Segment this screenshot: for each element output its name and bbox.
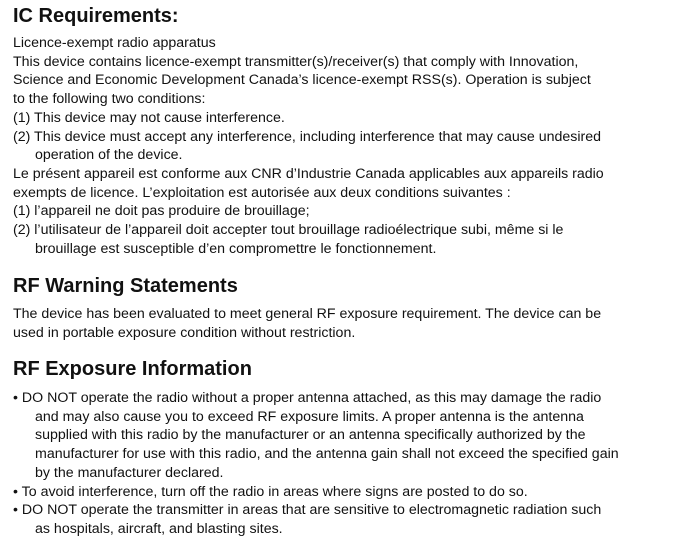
ic-line-fr: Le présent appareil est conforme aux CNR d’Industrie Canada applicables aux appareils radio [13, 165, 604, 182]
ic-requirements-body [13, 34, 604, 258]
ic-condition-2: (2) This device must accept any interference, including interference that may cause undesired [13, 128, 602, 145]
rf-exposure-bullet-3-cont: as hospitals, aircraft, and blasting sites. [35, 520, 283, 537]
rf-exposure-bullet-3: • DO NOT operate the transmitter in areas that are sensitive to electromagnetic radiation such [13, 502, 602, 519]
ic-requirements-heading: IC Requirements: [13, 5, 179, 27]
rf-warning-line: used in portable exposure condition without restriction. [13, 324, 356, 341]
rf-exposure-body [13, 389, 619, 539]
rf-warning-heading: RF Warning Statements [13, 275, 238, 297]
rf-exposure-bullet-1-cont: by the manufacturer declared. [35, 464, 224, 481]
ic-line: This device contains licence-exempt transmitter(s)/receiver(s) that comply with Innovation, [13, 53, 579, 70]
ic-line: to the following two conditions: [13, 91, 206, 108]
ic-condition-fr-2-cont: brouillage est susceptible d’en compromettre le fonctionnement. [35, 240, 437, 257]
rf-exposure-bullet-1-cont: supplied with this radio by the manufacturer or an antenna specifically authorized by the [35, 427, 586, 444]
rf-exposure-bullet-2: • To avoid interference, turn off the radio in areas where signs are posted to do so. [13, 483, 528, 500]
rf-exposure-bullet-1-cont: and may also cause you to exceed RF exposure limits. A proper antenna is the antenna [35, 408, 584, 425]
rf-exposure-bullet-1: • DO NOT operate the radio without a proper antenna attached, as this may damage the radio [13, 390, 602, 406]
rf-exposure-heading: RF Exposure Information [13, 358, 252, 380]
ic-line: Licence-exempt radio apparatus [13, 35, 216, 51]
rf-exposure-bullet-1-cont: manufacturer for use with this radio, and the antenna gain shall not exceed the specified gain [35, 446, 619, 463]
rf-warning-line: The device has been evaluated to meet general RF exposure requirement. The device can be [13, 306, 602, 322]
rf-warning-body [13, 305, 601, 342]
ic-line-fr: exempts de licence. L’exploitation est autorisée aux deux conditions suivantes : [13, 184, 511, 201]
ic-line: Science and Economic Development Canada’s licence-exempt RSS(s). Operation is subject [13, 72, 591, 89]
ic-condition-1: (1) This device may not cause interference. [13, 109, 285, 126]
ic-condition-fr-2: (2) l’utilisateur de l’appareil doit accepter tout brouillage radioélectrique subi, même si le [13, 222, 564, 239]
ic-condition-2-cont: operation of the device. [35, 147, 183, 164]
ic-condition-fr-1: (1) l’appareil ne doit pas produire de brouillage; [13, 203, 310, 220]
